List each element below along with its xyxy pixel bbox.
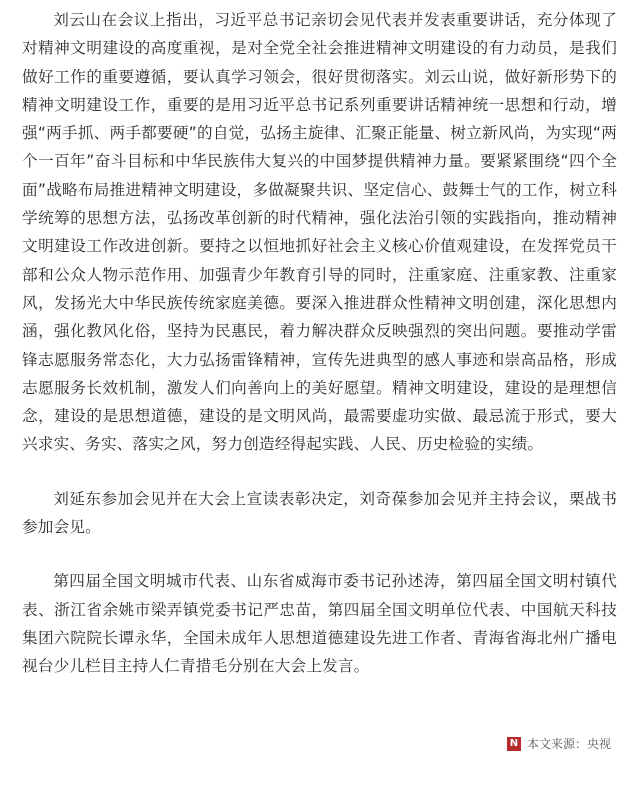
- article-paragraph: 第四届全国文明城市代表、山东省威海市委书记孙述涛，第四届全国文明村镇代表、浙江省余姚市梁弄镇党委书记严忠苗，第四届全国文明单位代表、中国航天科技集团六院院长谭永华，全国未成年人思想道德建设先进工作者、青海省海北州广播电视台少儿栏目主持人仁青措毛分别在大会上发言。: [22, 572, 617, 676]
- news-logo-icon: N: [507, 737, 521, 751]
- source-label: 本文来源：央视: [526, 737, 611, 751]
- article-body: [22, 6, 617, 681]
- source-credit: [507, 735, 611, 752]
- article-paragraph: 刘云山在会议上指出，习近平总书记亲切会见代表并发表重要讲话，充分体现了对精神文明建设的高度重视，是对全党全社会推进精神文明建设的有力动员，是我们做好工作的重要遵循，要认真学习领会，很好贯彻落实。刘云山说，做好新形势下的精神文明建设工作，重要的是用习近平总书记系列重要讲话精神统一思想和行动，增强“两手抓、两手都要硬”的自觉，弘扬主旋律、汇聚正能量、树立新风尚，为实现“两个一百年”奋斗目标和中华民族伟大复兴的中国梦提供精神力量。要紧紧围绕“四个全面”战略布局推进精神文明建设，多做凝聚共识、坚定信心、鼓舞士气的工作，树立科学统筹的思想方法，弘扬改革创新的时代精神，强化法治引领的实践指向，推动精神文明建设工作改进创新。要持之以恒地抓好社会主义核心价值观建设，在发挥党员干部和公众人物示范作用、加强青少年教育引导的同时，注重家庭、注重家教、注重家风，发扬光大中华民族传统家庭美德。要深入推进群众性精神文明创建，深化思想内涵，强化教风化俗，坚持为民惠民，着力解决群众反映强烈的突出问题。要推动学雷锋志愿服务常态化，大力弘扬雷锋精神，宣传先进典型的感人事迹和崇高品格，形成志愿服务长效机制，激发人们向善向上的美好愿望。精神文明建设，建设的是理想信念，建设的是思想道德，建设的是文明风尚，最需要虚功实做、最忌流于形式，要大兴求实、务实、落实之风，努力创造经得起实践、人民、历史检验的实绩。: [22, 11, 617, 454]
- article-paragraph: 刘延东参加会见并在大会上宣读表彰决定，刘奇葆参加会见并主持会议，栗战书参加会见。: [22, 489, 617, 537]
